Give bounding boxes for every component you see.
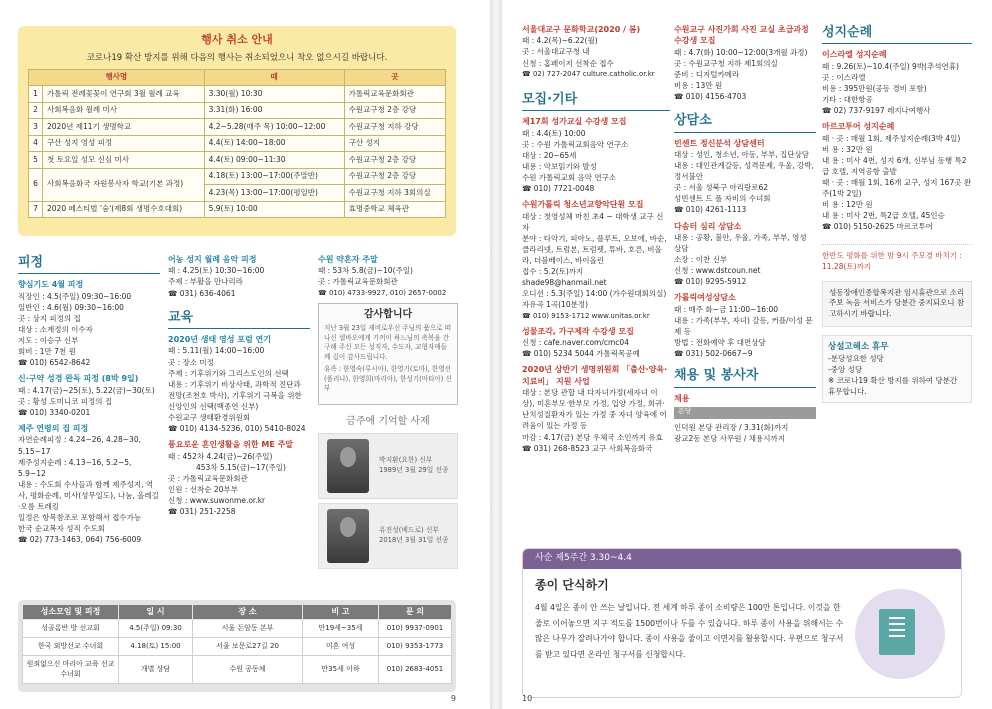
category-bar: 본당 xyxy=(674,407,816,419)
memorial-text xyxy=(379,456,449,475)
item-line: -중앙 성당 xyxy=(828,364,863,374)
item-line: ☎ 010) 7721-0048 xyxy=(522,184,595,194)
item-line: 내 용 : 미사 4번, 성지 6개, 신부님 동행 특2급 호텔, 지역공항 출발 xyxy=(822,155,967,176)
item-line: 453차 5.15(금)~17(주일) xyxy=(196,462,286,472)
item-line: 때 · 곳 : 매월 1회, 제주성지순례(3박 4일) xyxy=(822,133,961,143)
recruit-column xyxy=(522,24,670,544)
item-line: 대상 : 첫영성체 마친 초4 ~ 대학생 교구 신자 xyxy=(522,211,664,232)
section-heading-education: 교육 xyxy=(168,309,310,329)
item-line: ☎ 02) 773-1463, 064) 756-6009 xyxy=(18,535,142,545)
row-num: 4 xyxy=(29,135,43,152)
thanks-title: 감사합니다 xyxy=(363,308,413,320)
cell: 미혼 여성 xyxy=(303,638,379,656)
item-line: ☎ 031) 251-2258 xyxy=(168,507,236,517)
cell: 010) 2683-4051 xyxy=(379,656,452,684)
row-place: 수원교구청 지하 강당 xyxy=(344,119,445,136)
row-num: 5 xyxy=(29,152,43,169)
item-line: 때 : 4.17(금)~25(토), 5.22(금)~30(토) xyxy=(18,385,155,395)
item-line: 때 : 4.4(토) 10:00 xyxy=(522,128,586,138)
item-line: 분야 : 타악기, 피아노, 플루트, 오보에, 바순, 클라리넷, 트럼본, 트럼펫, 튜바, 호른, 비올라, 더블베이스, 바이올린 xyxy=(522,233,667,266)
row-place: 수원교구청 2층 강당 xyxy=(344,168,445,185)
item-line: ☎ 010) 5150-2625 마르코투어 xyxy=(822,222,933,232)
row-time: 4.18(토) 13:00~17:00(주말반) xyxy=(204,168,344,185)
item-title: 이스라엘 성지순례 xyxy=(822,50,887,60)
priest-photo xyxy=(327,509,369,563)
item-line: ☎ 02) 727-2047 culture.catholic.or.kr xyxy=(522,69,655,78)
table-header-row xyxy=(23,605,452,620)
item-title: 풍요로운 혼인생활을 위한 ME 주말 xyxy=(168,440,294,450)
header-name: 행사명 xyxy=(29,69,205,86)
item-line: 때 : 452차 4.24(금)~26(주일) xyxy=(168,451,273,461)
item-line: 제주성지순례 : 4.13~16, 5.2~5, 5.9~12 xyxy=(18,457,132,478)
item-line: 곳 : 황성 도미니코 피정의 집 xyxy=(18,396,113,406)
item-line: 대상 : 본당 관할 내 다자녀가정(세자녀 이상), 미혼부모·한부모 가정, 입양 가정, 희귀·난치성질환자가 있는 가정 중 자녀 양육에 어려움이 있는 가정 등 xyxy=(522,388,667,431)
item-line: ☎ 031) 636-4061 xyxy=(168,288,236,298)
item-line: 마감 : 4.17(금) 본당 우체국 소인까지 유효 xyxy=(522,432,663,442)
item-line: 때 : 매주 화~금 11:00~16:00 xyxy=(674,304,779,314)
vocation-table xyxy=(22,604,452,684)
item-line: ☎ 010) 4261-1113 xyxy=(674,205,747,215)
row-name: 구산 성지 영성 피정 xyxy=(43,135,205,152)
closure-notice: 성동장애인종합복지관 임시휴관으로 소리 주보 녹음 서비스가 당분간 중지되오니 참고하시기 바랍니다. xyxy=(822,281,972,327)
item-line: 곳 : 가톨릭교육문화회관 xyxy=(168,473,248,483)
item-line: 비용 : 395만원(공동 경비 포함) xyxy=(822,84,927,93)
table-row xyxy=(23,620,452,638)
item-line: 때 · 곳 : 매월 1회, 16개 교구, 성지 167곳 완주(1박 2일) xyxy=(822,178,972,199)
item-line: 인원 : 선착순 20부부 xyxy=(168,484,238,494)
row-num: 6 xyxy=(29,168,43,201)
row-time: 4.2~5.28(매주 목) 10:00~12:00 xyxy=(204,119,344,136)
cell: 4.5(주일) 09:30 xyxy=(119,620,193,638)
table-row xyxy=(29,152,446,169)
item-line: ☎ 010) 5234 5044 가톨릭목공예 xyxy=(522,349,640,359)
pilgrimage-column xyxy=(822,24,972,544)
item-line: 신청 : cafe.naver.com/cmc04 xyxy=(522,338,629,348)
table-row xyxy=(29,119,446,136)
campaign-body: 4월 4일은 종이 안 쓰는 날입니다. 전 세계 하루 종이 소비량은 100만 톤입니다. 이것을 한 줄로 이어놓으면 지구 적도를 1500번이나 두를 수 있습니다. 하루 종이 사용을 위해서는 수많은 나무가 잘려나가야 합니다. 종이 사용을 줄이고 이면지를 활용합시다. 우편으로 청구서를 받고 있다면 온라인 청구서를 신청합시다. xyxy=(535,603,844,659)
item-line: 내용 : 가족(부부, 자녀) 갈등, 커플/이성 문제 등 xyxy=(674,315,813,336)
item-line: 대상 : 성인, 청소년, 아동, 부부, 집단상담 xyxy=(674,150,810,159)
item-line: 곳 : 서울 성북구 아리랑로62 xyxy=(674,183,769,193)
right-column xyxy=(318,254,458,594)
item-line: 일정은 항목참조로 포함해서 접수가능 xyxy=(18,513,142,523)
retreat-column xyxy=(18,254,160,594)
row-time: 5.9(토) 10:00 xyxy=(204,201,344,218)
row-num: 1 xyxy=(29,86,43,103)
item-title: 제17회 성가교실 수강생 모집 xyxy=(522,117,627,127)
campaign-title: 종이 단식하기 xyxy=(535,578,609,592)
section-heading-recruit: 모집·기타 xyxy=(522,91,670,111)
item-line: 비 용 : 12만 원 xyxy=(822,200,873,210)
row-time: 4.4(토) 09:00~11:30 xyxy=(204,152,344,169)
item-line: 곳 : 상지 피정의 집 xyxy=(18,314,81,323)
item-line: 때 : 9.26(토)~10.4(주일) 9박(추석연휴) xyxy=(822,61,959,71)
memorial-card xyxy=(318,503,458,569)
cell: 만19세~35세 xyxy=(303,620,379,638)
item-line: ※ 코로나19 확산 방지를 위하여 당분간 휴무합니다. xyxy=(828,375,958,397)
priest-photo xyxy=(327,439,369,493)
item-line: ☎ 010) 9153-1712 www.unitas.or.kr xyxy=(522,311,650,320)
row-time: 3.31(화) 16:00 xyxy=(204,102,344,119)
item-line: 수원교구 생태환경위원회 xyxy=(168,413,251,423)
item-title: 서울대교구 문화학교(2020 / 봄) xyxy=(522,25,641,34)
memorial-card xyxy=(318,433,458,499)
page-gutter xyxy=(490,0,502,709)
item-line: ☎ 031) 502-0667~9 xyxy=(674,349,753,359)
row-time: 3.30(월) 10:30 xyxy=(204,86,344,103)
item-line: 대상 : 20~65세 xyxy=(522,151,577,160)
item-line: 준비 : 디지털카메라 xyxy=(674,69,740,79)
item-title: 신·구약 성경 완독 피정 (8박 9일) xyxy=(18,374,139,384)
cell: 원죄없으신 마리아 교육 선교 수녀회 xyxy=(23,656,119,684)
item-line: 내용 : 수도회 수사들과 함께 제주성지, 역사, 평화순례, 미사(성무일도), 나눔, 올레길·오름 트레킹 xyxy=(18,479,159,512)
row-place: 수원교구청 2층 강당 xyxy=(344,102,445,119)
item-line: 지도 : 이승구 신부 xyxy=(18,336,79,346)
cell: 010) 9937-0901 xyxy=(379,620,452,638)
item-line: 곳 : 서울대교구청 내 xyxy=(522,47,590,57)
item-line: 수원 가톨릭교회 음악 연구소 xyxy=(522,173,617,183)
item-line: 신청 : 홈페이지 선착순 접수 xyxy=(522,58,614,68)
notice-text: 코로나19 확산 방지를 위해 다음의 행사는 취소되었으니 착오 없으시길 바랍니다. xyxy=(86,52,388,63)
row-place: 가톨릭교육문화회관 xyxy=(344,86,445,103)
item-line: 일반인 : 4.6(월) 09:30~16:00 xyxy=(18,302,124,312)
section-heading-counsel: 상담소 xyxy=(674,112,816,132)
item-line: 내용 : 기후위기 비상사태, 과학적 진단과 전망(조천호 박사), 기후위기 극복을 위한 신앙인의 선택(백종연 신부) xyxy=(168,379,302,411)
cell: 서울 보문로27길 20 xyxy=(193,638,303,656)
lent-campaign-box xyxy=(522,548,962,698)
cell: 만35세 이하 xyxy=(303,656,379,684)
item-line: 한국 순교복자 성직 수도회 xyxy=(18,524,105,534)
item-line: 기타 : 대한항공 xyxy=(822,95,873,105)
header-time: 때 xyxy=(204,69,344,86)
row-name: 2020년 제11기 생명학교 xyxy=(43,119,205,136)
item-line: 때 : 4.2(목)~6.22(월) xyxy=(522,36,598,46)
item-title: 향심기도 4월 피정 xyxy=(18,280,84,290)
cancel-notice-box xyxy=(18,26,456,236)
item-title: 채용 xyxy=(674,393,690,403)
row-name: 사회복음화국 자원봉사자 학교(기본 과정) xyxy=(43,168,205,201)
item-line: ☎ 010) 4134-5236, 010) 5410-8024 xyxy=(168,424,306,434)
thanks-body: 지난 3월 23일 재비로우신 주님의 품으로 떠나신 셀바오에게 기꺼이 하느님의 축복을 간구해 주신 모든 성직자, 수도자, 교형자매들께 깊이 감사드립니다. xyxy=(324,324,452,361)
counsel-column xyxy=(674,24,816,544)
item-title: 수원가톨릭 청소년교향악단원 모집 xyxy=(522,200,644,210)
item-line: 회비 : 1만 7천 원 xyxy=(18,347,76,357)
row-place: 수원교구청 지하 3회의실 xyxy=(344,185,445,202)
thanks-box xyxy=(318,303,458,405)
table-row xyxy=(23,656,452,684)
item-line: 접수 : 5.2(토)까지 shade98@hanmail.net xyxy=(522,267,607,288)
item-title: 가톨릭여성상담소 xyxy=(674,293,736,303)
item-line: ☎ 010) 4733-9927, 010) 2657-0002 xyxy=(318,288,447,297)
item-line: 신청 : www.dstcoun.net xyxy=(674,266,761,276)
item-title: 마르코투어 성지순례 xyxy=(822,122,895,132)
memorial-date: 1989년 3월 29일 선종 xyxy=(379,466,449,475)
table-row xyxy=(29,135,446,152)
row-name: 2020 페스티벌 '숨'(제8회 생명수호대회) xyxy=(43,201,205,218)
item-title: 다솜터 심리 상담소 xyxy=(674,221,742,231)
cell: 수원 공동체 xyxy=(193,656,303,684)
item-line: 내용 : 공황, 불안, 우울, 가족, 부부, 영성 상담 xyxy=(674,232,807,254)
holiday-title: 상설고해소 휴무 xyxy=(828,341,889,352)
row-place: 구산 성지 xyxy=(344,135,445,152)
table-row xyxy=(29,201,446,218)
cell: 개별 상담 xyxy=(119,656,193,684)
item-line: 대상 : 소계정의 이수자 xyxy=(18,325,93,335)
middle-column xyxy=(168,254,310,594)
section-heading-pilgrimage: 성지순례 xyxy=(822,24,972,44)
item-line: 주제 : 기후위기와 그리스도인의 선택 xyxy=(168,368,289,378)
item-title: 빈센트 정신분석 상담센터 xyxy=(674,138,765,148)
item-line: 내용 : 대인관계갈등, 성격문제, 우울, 강박, 정서불안 xyxy=(674,161,814,182)
item-line: 오디션 : 5.3(주일) 14:00 (가수원대회의실) 자유곡 1곡(10분정) xyxy=(522,289,667,310)
header-place: 곳 xyxy=(344,69,445,86)
row-name: 사회복음화 월례 미사 xyxy=(43,102,205,119)
memorial-date: 2018년 3월 31일 선종 xyxy=(379,536,449,545)
row-place: 수원교구청 2층 강당 xyxy=(344,152,445,169)
table-row xyxy=(29,168,446,185)
table-row xyxy=(23,638,452,656)
row-num: 2 xyxy=(29,102,43,119)
col-header: 비 고 xyxy=(303,605,379,620)
item-line: 비 용 : 32만 원 xyxy=(822,144,873,154)
item-line: 주제 : 부활을 만나리라 xyxy=(168,277,243,287)
item-line: ☎ 010) 6542-8642 xyxy=(18,358,91,368)
item-line: 광교2동 본당 사무원 / 채용시까지 xyxy=(674,434,786,444)
item-line: ☎ 031) 268-8523 교구 사회복음화국 xyxy=(522,443,653,453)
item-line: 때 : 5.11(월) 14:00~16:00 xyxy=(168,346,265,356)
item-line: ☎ 010) 4156-4703 xyxy=(674,92,747,102)
item-line: 방법 : 전화예약 후 대면상담 xyxy=(674,338,766,348)
item-line: 소장 : 이찬 신부 xyxy=(674,255,728,265)
item-line: 직장인 : 4.5(주일) 09:30~16:00 xyxy=(18,291,132,301)
item-line: 내 용 : 미사 2번, 특2급 호텔, 45인승 xyxy=(822,211,945,221)
memorial-name: 박지환(요한) 신부 xyxy=(379,456,433,465)
item-line: ☎ 02) 737-9197 레지나여행사 xyxy=(822,106,931,116)
page-number: 9 xyxy=(450,693,456,703)
section-heading-retreat: 피정 xyxy=(18,254,160,274)
row-num: 7 xyxy=(29,201,43,218)
item-line: 곳 : 수원 가톨릭교회음악 연구소 xyxy=(522,139,629,149)
notice-title: 행사 취소 안내 xyxy=(201,33,273,46)
row-time: 4.4(토) 14:00~18:00 xyxy=(204,135,344,152)
cell: 한국 외방선교 수녀회 xyxy=(23,638,119,656)
item-line: 자연순례피정 : 4.24~26, 4.28~30, 5.15~17 xyxy=(18,435,141,456)
item-line: 비용 : 13만 원 xyxy=(674,81,723,90)
item-title: 2020년 생태 영성 포럼 연기 xyxy=(168,335,271,345)
item-line: -분당성요한 성당 xyxy=(828,353,884,363)
row-name: 가톨릭 전례꽃꽂이 연구회 3월 월례 교육 xyxy=(43,86,205,103)
col-header: 일 시 xyxy=(119,605,193,620)
row-name: 첫 토요일 성모 신심 미사 xyxy=(43,152,205,169)
cell: 성골롬반 방 선교회 xyxy=(23,620,119,638)
peace-prayer-notice: 한반도 평화를 위한 밤 9시 주모경 바치기 : 11.28(토)까지 xyxy=(822,244,972,272)
item-line: 곳 : 장소 미정 xyxy=(168,357,214,367)
item-line: 곳 : 이스라엘 xyxy=(822,72,866,82)
item-line: 때 : 4.25(토) 10:30~16:00 xyxy=(168,266,265,276)
memorial-text xyxy=(379,526,449,545)
thanks-sign: 유족 : 한영숙(루시아), 한영기(토마), 한영선(폴리나), 한영희(마리아), 한성기(마티아) 신부 xyxy=(324,365,452,393)
item-line: ☎ 010) 3340-0201 xyxy=(18,408,91,418)
cancel-table xyxy=(28,69,446,219)
item-line: 내용 : 악보읽기와 발성 xyxy=(522,162,597,172)
table-row xyxy=(29,86,446,103)
item-line: 곳 : 수원교구청 지하 제1회의실 xyxy=(674,58,778,68)
item-title: 수원교구 사진가회 사진 교실 초급과정 수강생 모집 xyxy=(674,25,809,46)
col-header: 성소모임 및 피정 xyxy=(23,605,119,620)
vocation-box xyxy=(18,600,456,692)
col-header: 문 의 xyxy=(379,605,452,620)
memorial-title: 금주에 기억할 사제 xyxy=(346,415,430,427)
item-line: ☎ 010) 9295-5912 xyxy=(674,277,747,287)
row-num: 3 xyxy=(29,119,43,136)
page-number: 10 xyxy=(522,693,533,703)
item-title: 어농 성지 월례 음악 피정 xyxy=(168,255,257,264)
paper-document-icon xyxy=(855,589,945,679)
item-line: 신청 : www.suwonme.or.kr xyxy=(168,495,266,505)
campaign-week: 사순 제5주간 3.30~4.4 xyxy=(523,549,961,569)
cell: 4.18(토) 15:00 xyxy=(119,638,193,656)
row-time: 4.23(목) 13:00~17:00(평일반) xyxy=(204,185,344,202)
item-title: 수원 약혼자 주말 xyxy=(318,255,378,264)
right-page xyxy=(502,0,992,709)
left-page xyxy=(0,0,490,709)
item-line: 성빈센트 드 폴 자비의 수녀회 xyxy=(674,194,771,204)
col-header: 장 소 xyxy=(193,605,303,620)
cell: 010) 9353-1773 xyxy=(379,638,452,656)
item-line: 곳 : 가톨릭교육문화회관 xyxy=(318,277,398,287)
table-header-row xyxy=(29,69,446,86)
item-line: 때 : 4.7(화) 10:00~12:00(3개월 과정) xyxy=(674,47,808,57)
item-title: 제주 연령의 집 피정 xyxy=(18,424,89,434)
item-title: 성물조각, 가구제작 수강생 모집 xyxy=(522,326,634,336)
cell: 서울 돈암동 본부 xyxy=(193,620,303,638)
item-title: 2020년 상반기 생명위원회 「출산·양육·치료비」 지원 사업 xyxy=(522,365,668,386)
confession-holiday-box xyxy=(822,335,972,403)
section-heading-hiring: 채용 및 봉사자 xyxy=(674,367,816,387)
memorial-name: 유진성(베드로) 신부 xyxy=(379,526,439,535)
item-line: 인덕원 본당 관리장 / 3.31(화)까지 xyxy=(674,423,789,433)
item-line: 때 : 53차 5.8(금)~10(주일) xyxy=(318,266,413,276)
row-place: 효명중학교 체육관 xyxy=(344,201,445,218)
table-row xyxy=(29,102,446,119)
